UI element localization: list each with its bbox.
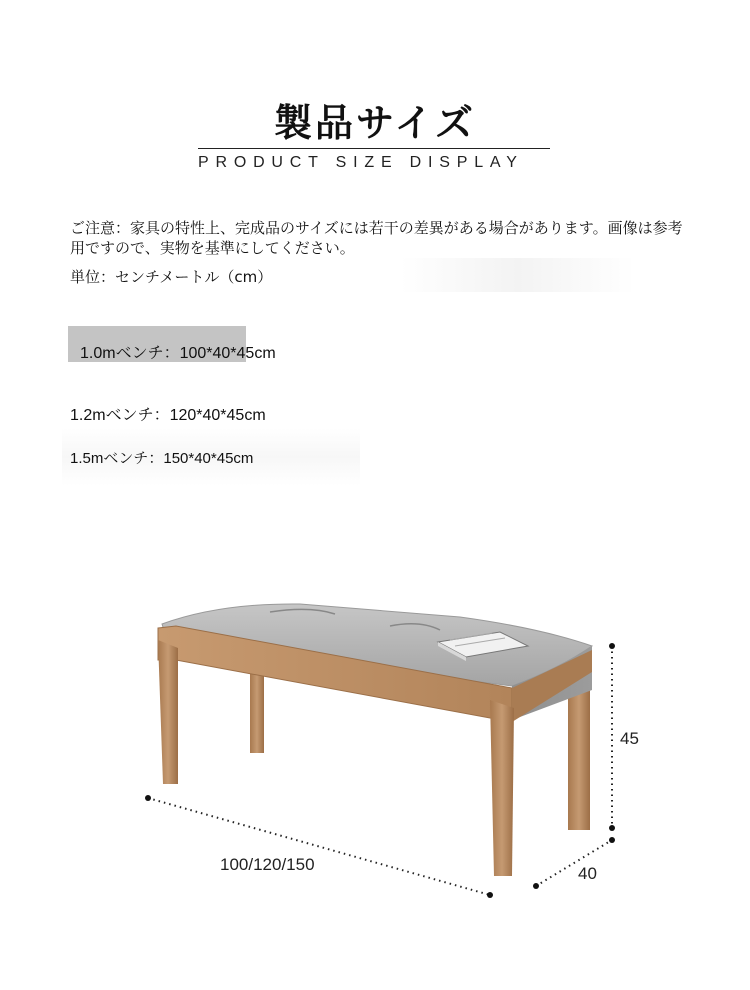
height-dimension-end — [609, 825, 615, 831]
width-dimension-line — [148, 798, 490, 895]
width-dimension-end — [487, 892, 493, 898]
height-dimension-start — [609, 643, 615, 649]
page-subtitle: PRODUCT SIZE DISPLAY — [198, 154, 524, 171]
size-item-1-2m: 1.2mベンチ：120*40*45cm — [70, 407, 266, 424]
notice-text: ご注意：家具の特性上、完成品のサイズには若干の差異がある場合があります。画像は参考 用ですので、実物を基準にしてください。 — [70, 219, 683, 257]
size-item-1-5m: 1.5mベンチ：150*40*45cm — [70, 450, 254, 467]
page-title: 製品サイズ — [274, 101, 476, 145]
depth-dimension-label: 40 — [578, 864, 597, 883]
bench-front-right-leg — [490, 700, 514, 876]
depth-dimension-start — [533, 883, 539, 889]
unit-text: 単位：センチメートル（cm） — [70, 268, 273, 286]
width-dimension-start — [145, 795, 151, 801]
bench-front-left-leg — [158, 640, 178, 784]
height-dimension-label: 45 — [620, 729, 639, 748]
size-item-1m: 1.0mベンチ：100*40*45cm — [80, 345, 276, 362]
width-dimension-label: 100/120/150 — [220, 855, 315, 874]
depth-dimension-end — [609, 837, 615, 843]
depth-dimension-line — [536, 840, 612, 886]
